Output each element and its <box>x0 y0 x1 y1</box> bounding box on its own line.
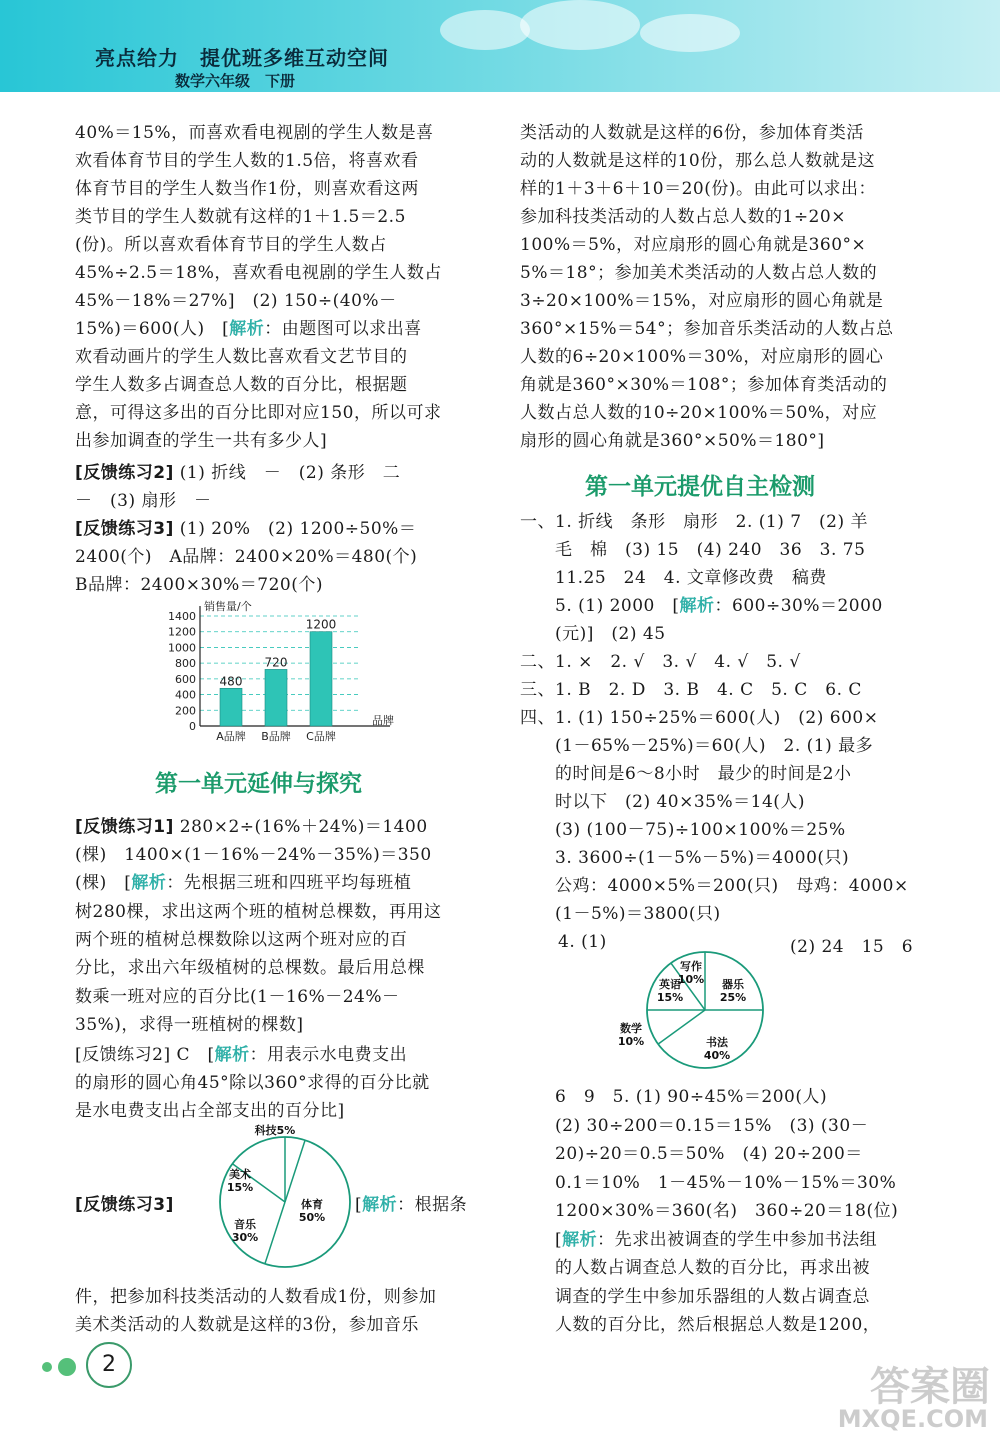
page-number: 2 <box>86 1342 132 1388</box>
text-line: 角就是360°×30%＝108°；参加体育类活动的 <box>520 375 888 395</box>
pie-slice-label: 美术 15% <box>226 1168 254 1194</box>
header-banner <box>0 0 1000 92</box>
text-line: 意，可得这多出的百分比即对应150，所以可求 <box>75 403 442 423</box>
text-line: (1－5%)＝3800(只) <box>520 904 721 924</box>
feedback-label: [反馈练习2] <box>75 463 174 483</box>
header-title: 亮点给力 提优班多维互动空间 <box>95 46 389 70</box>
y-tick-label: 800 <box>175 657 196 671</box>
pie-slice-label: 写作 10% <box>677 960 705 986</box>
bar <box>265 669 287 726</box>
text-line: 45%÷2.5＝18%，喜欢看电视剧的学生人数占 <box>75 263 442 283</box>
q4-right: (2) 24 15 6 <box>790 937 914 957</box>
text-line: 二、1. × 2. √ 3. √ 4. √ 5. √ <box>520 652 801 672</box>
text-line: (2) 30÷200＝0.15＝15% (3) (30－ <box>520 1115 869 1136</box>
pie-chart-groups <box>605 928 780 1078</box>
analysis-tag: 解析 <box>131 873 167 894</box>
text-line: 数乘一班对应的百分比(1－16%－24%－ <box>75 986 400 1007</box>
q4-label: 4. (1) <box>558 932 607 952</box>
text-line: 类活动的人数就是这样的6份，参加体育类活 <box>520 123 864 143</box>
text-line: 人数占总人数的10÷20×100%＝50%，对应 <box>520 403 878 423</box>
text-line: 一、1. 折线 条形 扇形 2. (1) 7 (2) 羊 <box>520 512 869 532</box>
feedback-text: 280×2÷(16%＋24%)＝1400 <box>179 817 428 837</box>
text-line: 美术类活动的人数就是这样的3份，参加音乐 <box>75 1315 419 1335</box>
cloud-decoration <box>640 14 740 52</box>
text-line: 体育节目的学生人数当作1份，则喜欢看这两 <box>75 179 419 199</box>
feedback-3-line2: 2400(个) A品牌：2400×20%＝480(个) <box>75 547 418 567</box>
text-line: 件，把参加科技类活动的人数看成1份，则参加 <box>75 1287 437 1307</box>
header-subtitle: 数学六年级 下册 <box>175 72 296 90</box>
feedback-text: (1) 20% (2) 1200÷50%＝ <box>179 519 417 539</box>
bar <box>220 688 242 726</box>
text-line: (1－65%－25%)＝60(人) 2. (1) 最多 <box>520 736 874 756</box>
text-line: (份)。所以喜欢看体育节目的学生人数占 <box>75 235 387 255</box>
y-tick-label: 1400 <box>168 610 196 623</box>
feedback-text: (1) 折线 － (2) 条形 二 <box>179 463 401 483</box>
y-axis-label: 销售量/个 <box>204 600 252 613</box>
text-line: 3. 3600÷(1－5%－5%)＝4000(只) <box>520 848 850 868</box>
cloud-decoration <box>440 10 530 50</box>
feedback-2 <box>75 458 400 483</box>
feedback-2-line2: － (3) 扇形 － <box>75 491 212 511</box>
pie-slice-label: 英语 15% <box>656 978 684 1004</box>
text-line: 360°×15%＝54°；参加音乐类活动的人数占总 <box>520 319 894 339</box>
y-tick-label: 400 <box>175 688 196 702</box>
text-line: 参加科技类活动的人数占总人数的1÷20× <box>520 207 846 227</box>
text-line: (棵) 1400×(1－16%－24%－35%)＝350 <box>75 845 432 865</box>
text-line: 扇形的圆心角就是360°×50%＝180°] <box>520 431 825 451</box>
text-line: 公鸡：4000×5%＝200(只) 母鸡：4000× <box>520 876 909 896</box>
text-line: 1200×30%＝360(名) 360÷20＝18(位) <box>520 1201 899 1221</box>
text-line: 20)÷20＝0.5＝50% (4) 20÷200＝ <box>520 1144 863 1164</box>
y-tick-label: 600 <box>175 672 196 686</box>
text-line: 欢看体育节目的学生人数的1.5倍，将喜欢看 <box>75 151 419 171</box>
bar-value-label: 480 <box>219 674 243 689</box>
section-title-extension: 第一单元延伸与探究 <box>155 771 362 797</box>
category-label: C品牌 <box>306 730 336 743</box>
text-line: 两个班的植树总棵数除以这两个班对应的百 <box>75 929 408 950</box>
text-line: 树280棵，求出这两个班的植树总棵数，再用这 <box>75 901 442 922</box>
cloud-decoration <box>520 0 640 50</box>
s1-feedback-1 <box>75 812 428 837</box>
text-line: 6 9 5. (1) 90÷45%＝200(人) <box>520 1087 828 1107</box>
category-label: B品牌 <box>261 730 291 743</box>
text-line: 动的人数就是这样的10份，那么总人数就是这 <box>520 151 876 171</box>
text-line: 0.1＝10% 1－45%－10%－15%＝30% <box>520 1172 897 1193</box>
bar-value-label: 1200 <box>305 617 337 632</box>
y-tick-label: 1000 <box>168 641 196 655</box>
dot-decoration <box>42 1362 52 1372</box>
text-line: 样的1＋3＋6＋10＝20(份)。由此可以求出： <box>520 179 876 199</box>
text-line: 45%－18%＝27%] (2) 150÷(40%－ <box>75 291 397 311</box>
analysis-tag: 解析 <box>214 1045 250 1065</box>
category-label: A品牌 <box>216 730 246 743</box>
text-line: 人数的6÷20×100%＝30%，对应扇形的圆心 <box>520 347 884 367</box>
s1-feedback-2: [反馈练习2] C [解析：用表示水电费支出 <box>75 1045 408 1065</box>
analysis-tag: 解析 <box>362 1195 398 1215</box>
text-line: 类节目的学生人数就有这样的1＋1.5＝2.5 <box>75 207 406 227</box>
pie-slice-label: 音乐 30% <box>231 1218 259 1244</box>
text-line: 15%)＝600(人) [解析：由题图可以求出喜 <box>75 319 422 339</box>
text-line: 欢看动画片的学生人数比喜欢看文艺节目的 <box>75 347 408 367</box>
text-line: 11.25 24 4. 文章修改费 稿费 <box>520 568 827 588</box>
pie-slice-label: 数学 10% <box>617 1022 645 1048</box>
analysis-tag: 解析 <box>229 319 265 339</box>
feedback-3-line3: B品牌：2400×30%＝720(个) <box>75 575 323 595</box>
s1-feedback-3-text: [解析：根据条 <box>355 1195 468 1215</box>
analysis-tag: 解析 <box>562 1229 598 1250</box>
pie-slice-label: 科技5% <box>254 1124 296 1137</box>
pie-slice-label: 器乐 25% <box>719 978 747 1004</box>
text-line: 学生人数多占调查总人数的百分比，根据题 <box>75 375 408 395</box>
s1-feedback-3-label <box>75 1190 174 1215</box>
text-line: 分比，求出六年级植树的总棵数。最后用总棵 <box>75 958 425 979</box>
text-line: 时以下 (2) 40×35%＝14(人) <box>520 792 806 812</box>
text-line: 是水电费支出占全部支出的百分比] <box>75 1101 345 1121</box>
bar-value-label: 720 <box>264 655 288 670</box>
text-line: 人数的百分比，然后根据总人数是1200， <box>520 1315 881 1335</box>
text-line: 的时间是6～8小时 最少的时间是2小 <box>520 764 852 784</box>
y-tick-label: 200 <box>175 704 196 718</box>
pie-slice-label: 书法 40% <box>703 1036 731 1062</box>
text-line: 5. (1) 2000 [解析：600÷30%＝2000 <box>520 596 883 616</box>
dot-decoration <box>58 1358 76 1376</box>
analysis-tag: 解析 <box>679 596 715 616</box>
pie-slice-label: 体育 50% <box>298 1198 326 1224</box>
feedback-label: [反馈练习3] <box>75 1195 174 1215</box>
feedback-label: [反馈练习1] <box>75 817 174 837</box>
text-line: 的人数占调查总人数的百分比，再求出被 <box>520 1258 870 1278</box>
text-line: 5%＝18°；参加美术类活动的人数占总人数的 <box>520 263 878 283</box>
bar <box>310 632 332 726</box>
text-line: [解析：先求出被调查的学生中参加书法组 <box>520 1229 878 1250</box>
text-line: 出参加调查的学生一共有多少人] <box>75 431 328 451</box>
pie-chart-activities <box>200 1120 360 1270</box>
text-line: 35%)，求得一班植树的棵数] <box>75 1014 304 1035</box>
text-line: 四、1. (1) 150÷25%＝600(人) (2) 600× <box>520 708 879 728</box>
text-line: 三、1. B 2. D 3. B 4. C 5. C 6. C <box>520 680 862 700</box>
x-axis-label: 品牌 <box>372 714 394 727</box>
text-line: 的扇形的圆心角45°除以360°求得的百分比就 <box>75 1073 430 1093</box>
text-line: (棵) [解析：先根据三班和四班平均每班植 <box>75 873 412 894</box>
y-tick-label: 0 <box>189 720 196 733</box>
watermark-url: MXQE.COM <box>837 1405 988 1433</box>
text-line: 40%＝15%，而喜欢看电视剧的学生人数是喜 <box>75 123 434 143</box>
y-tick-label: 1200 <box>168 625 196 639</box>
feedback-label: [反馈练习3] <box>75 519 174 539</box>
text-line: 调查的学生中参加乐器组的人数占调查总 <box>520 1286 870 1307</box>
text-line: 100%＝5%，对应扇形的圆心角就是360°× <box>520 235 867 255</box>
text-line: (3) (100－75)÷100×100%＝25% <box>520 820 846 840</box>
text-line: 3÷20×100%＝15%，对应扇形的圆心角就是 <box>520 291 884 311</box>
text-line: (元)] (2) 45 <box>520 624 666 644</box>
bar-chart <box>160 598 400 748</box>
section-title-selftest: 第一单元提优自主检测 <box>585 474 815 500</box>
watermark: 答案圈 <box>870 1364 990 1410</box>
text-line: 毛 棉 (3) 15 (4) 240 36 3. 75 <box>520 540 866 560</box>
feedback-3 <box>75 514 416 539</box>
